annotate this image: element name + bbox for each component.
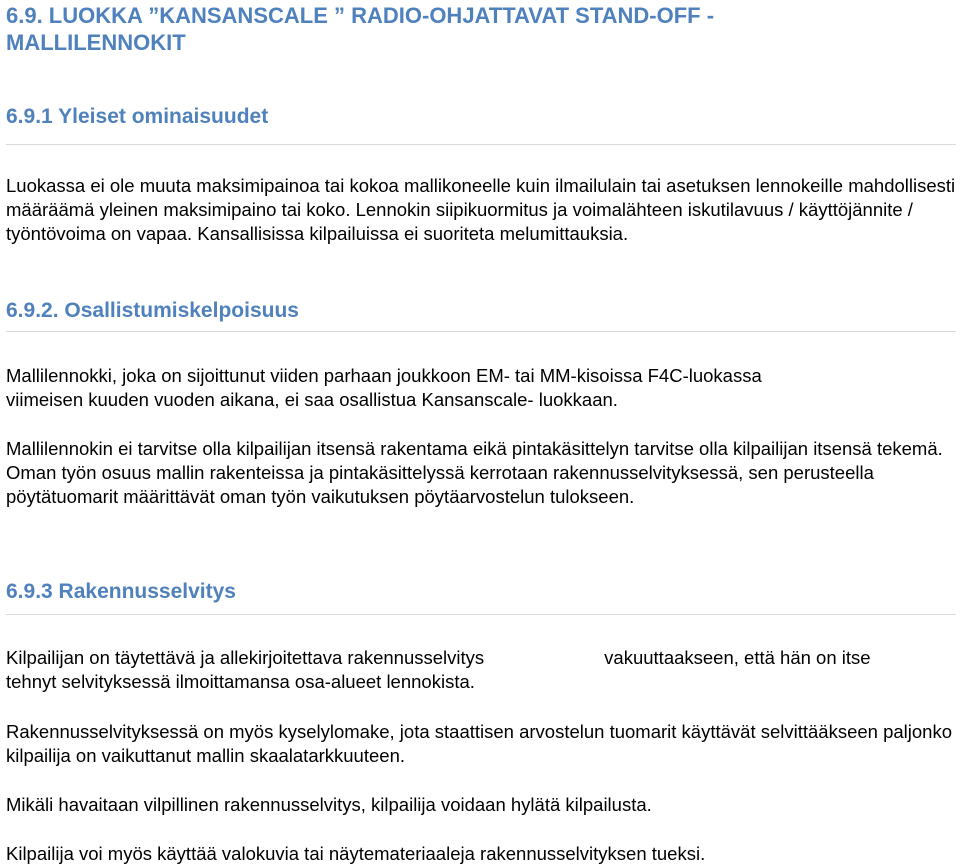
paragraph-eligibility-1: Mallilennokki, joka on sijoittunut viiden parhaan joukkoon EM- tai MM-kisoissa F4C-luokassa viimeisen kuuden vuoden aikana, ei saa osallistua Kansanscale- luokkaan. <box>6 365 762 410</box>
paragraph-build-statement-4: Kilpailija voi myös käyttää valokuvia tai näytemateriaaleja rakennusselvityksen tueksi. <box>6 843 706 864</box>
section-heading-build-statement: 6.9.3 Rakennusselvitys <box>6 580 236 603</box>
paragraph-build-statement-1-end: vakuuttaakseen, että hän on itse tehnyt selvityksessä ilmoittamansa osa-alueet lennokista. <box>6 647 871 692</box>
section-divider <box>6 331 956 332</box>
paragraph-general-properties: Luokassa ei ole muuta maksimipainoa tai kokoa mallikoneelle kuin ilmailulain tai asetuksen lennokeille mahdollisesti määräämä yleinen maksimipaino tai koko. Lennokin siipikuormitus ja voimalähteen iskutilavuus / käyttöjännite / työntövoima on vapaa. Kansallisissa kilpailuissa ei suoriteta melumittauksia. <box>6 175 956 244</box>
paragraph-build-statement-1 <box>6 646 926 694</box>
paragraph-build-statement-1-start: Kilpailijan on täytettävä ja allekirjoitettava rakennusselvitys <box>6 647 485 668</box>
section-heading-eligibility: 6.9.2. Osallistumiskelpoisuus <box>6 299 299 322</box>
paragraph-build-statement-3: Mikäli havaitaan vilpillinen rakennusselvitys, kilpailija voidaan hylätä kilpailusta. <box>6 794 652 815</box>
section-divider <box>6 144 956 145</box>
section-heading-general-properties: 6.9.1 Yleiset ominaisuudet <box>6 105 269 128</box>
section-divider <box>6 614 956 615</box>
chapter-heading: 6.9. LUOKKA ”KANSANSCALE ” RADIO-OHJATTAVAT STAND-OFF -MALLILENNOKIT <box>6 3 715 55</box>
paragraph-build-statement-2: Rakennusselvityksessä on myös kyselylomake, jota staattisen arvostelun tuomarit käyttävät selvittääkseen paljonko kilpailija on vaikuttanut mallin skaalatarkkuuteen. <box>6 721 953 766</box>
paragraph-eligibility-2: Mallilennokin ei tarvitse olla kilpailijan itsensä rakentama eikä pintakäsittelyn tarvitse olla kilpailijan itsensä tekemä. Oman työn osuus mallin rakenteissa ja pintakäsittelyssä kerrotaan rakennusselvityksessä, sen perusteella pöytätuomarit määrittävät oman työn vaikutuksen pöytäarvostelun tulokseen. <box>6 438 943 507</box>
